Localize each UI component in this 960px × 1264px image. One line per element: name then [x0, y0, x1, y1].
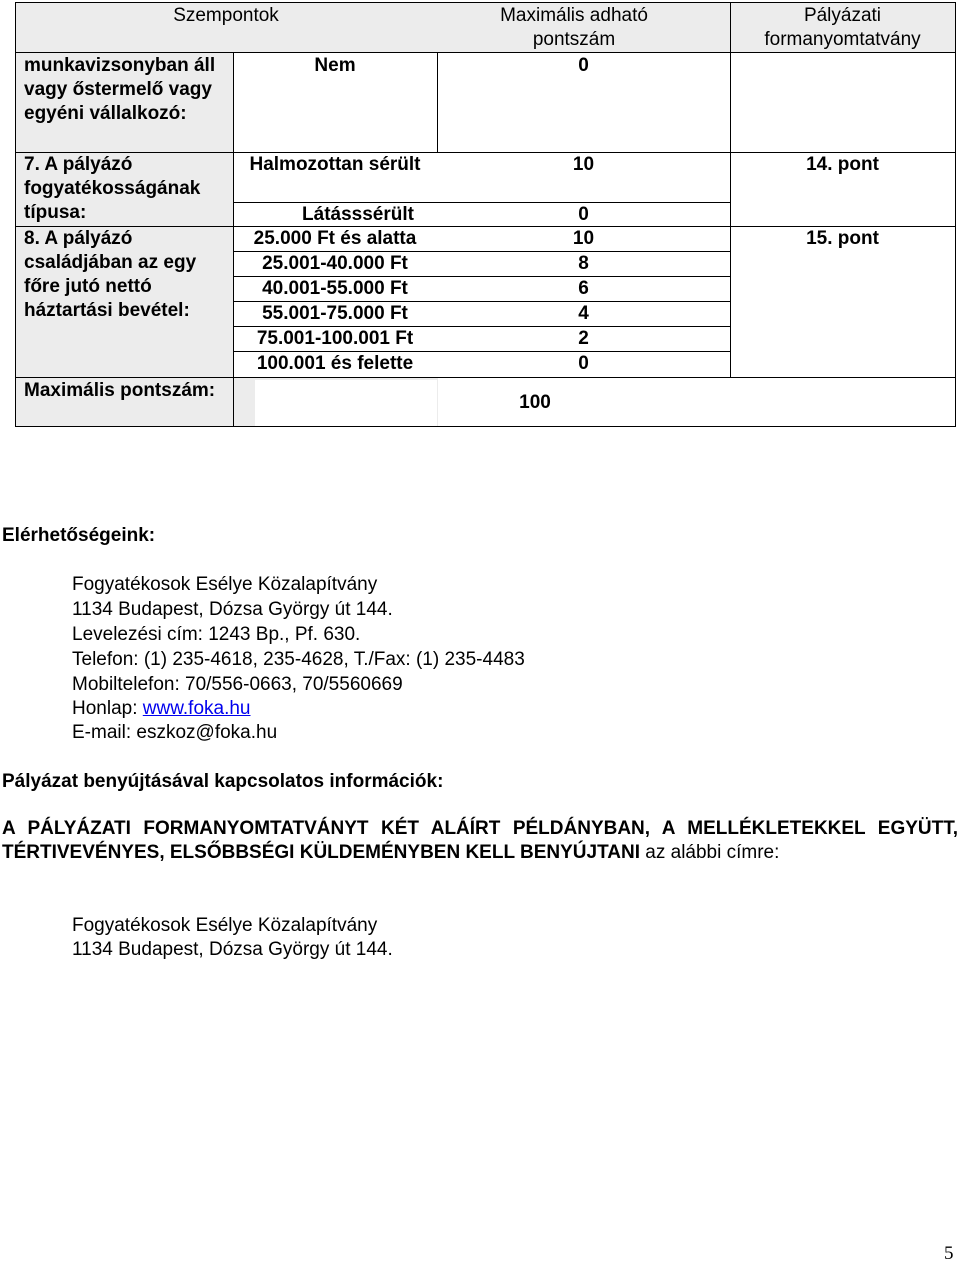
row-label-disability: 7. A pályázó fogyatékosságának típusa:: [24, 154, 201, 223]
option-points: 0: [578, 353, 589, 374]
option-points: 6: [578, 278, 589, 299]
email-line: E-mail: eszkoz@foka.hu: [72, 722, 278, 743]
submission-normal-text: az alábbi címre:: [640, 842, 780, 863]
max-points-total: 100: [519, 392, 551, 413]
submission-heading: Pályázat benyújtásával kapcsolatos információk:: [2, 771, 444, 792]
header-max-points: Maximális adható pontszám: [500, 5, 648, 50]
scoring-table: [15, 2, 956, 427]
page-number: 5: [944, 1243, 954, 1264]
option-points: 10: [572, 228, 595, 249]
table-rule: [15, 52, 956, 53]
address-line: 1134 Budapest, Dózsa György út 144.: [72, 939, 393, 960]
address-line: Fogyatékosok Esélye Közalapítvány: [72, 915, 378, 936]
submission-bold-text: A PÁLYÁZATI FORMANYOMTATVÁNYT KÉT ALÁÍRT PÉLDÁNYBAN, A MELLÉKLETEKKEL EGYÜTT, TÉRTIVEVÉNYES, ELSŐBBSÉGI KÜLDEMÉNYBEN KELL BENYÚJTANI: [2, 818, 958, 863]
contact-line: Mobiltelefon: 70/556-0663, 70/5560669: [72, 674, 403, 695]
table-border-left: [15, 2, 16, 427]
row-label-income: 8. A pályázó családjában az egy főre jutó nettó háztartási bevétel:: [24, 228, 197, 321]
header-form: Pályázati formanyomtatvány: [764, 5, 921, 50]
contact-line: Levelezési cím: 1243 Bp., Pf. 630.: [72, 624, 361, 645]
table-border-top: [15, 2, 956, 3]
contact-line: 1134 Budapest, Dózsa György út 144.: [72, 599, 393, 620]
table-rule: [15, 377, 956, 378]
option-points: 0: [578, 55, 589, 76]
website-link[interactable]: www.foka.hu: [142, 698, 251, 719]
option-points: 4: [578, 303, 589, 324]
website-label: Honlap:: [72, 698, 143, 719]
option-label: 55.001-75.000 Ft: [262, 303, 408, 324]
option-label: 25.000 Ft és alatta: [253, 228, 417, 249]
table-border-bottom: [15, 426, 956, 427]
option-points: 10: [572, 154, 595, 175]
row-label-max: Maximális pontszám:: [24, 380, 216, 401]
submission-instructions: [2, 817, 958, 865]
option-label: 40.001-55.000 Ft: [262, 278, 408, 299]
form-reference: 14. pont: [806, 154, 879, 175]
option-label: 25.001-40.000 Ft: [262, 253, 408, 274]
contact-heading: Elérhetőségeink:: [2, 525, 156, 546]
option-label: Látásssérült: [302, 204, 414, 225]
option-label: Halmozottan sérült: [249, 154, 421, 175]
form-reference: 15. pont: [806, 228, 879, 249]
option-points: 0: [578, 204, 589, 225]
option-label: 75.001-100.001 Ft: [256, 328, 414, 349]
row-label-employment: munkavizsonyban áll vagy őstermelő vagy egyéni vállalkozó:: [24, 55, 216, 124]
table-border-right: [955, 2, 956, 427]
contact-line: Telefon: (1) 235-4618, 235-4628, T./Fax: (1) 235-4483: [72, 649, 525, 670]
header-criteria: Szempontok: [173, 5, 279, 26]
contact-line: Fogyatékosok Esélye Közalapítvány: [72, 574, 378, 595]
option-label: Nem: [314, 55, 356, 76]
option-points: 2: [578, 328, 589, 349]
option-points: 8: [578, 253, 589, 274]
website-line: [72, 696, 251, 721]
table-rule: [730, 2, 731, 377]
option-label: 100.001 és felette: [256, 353, 414, 374]
